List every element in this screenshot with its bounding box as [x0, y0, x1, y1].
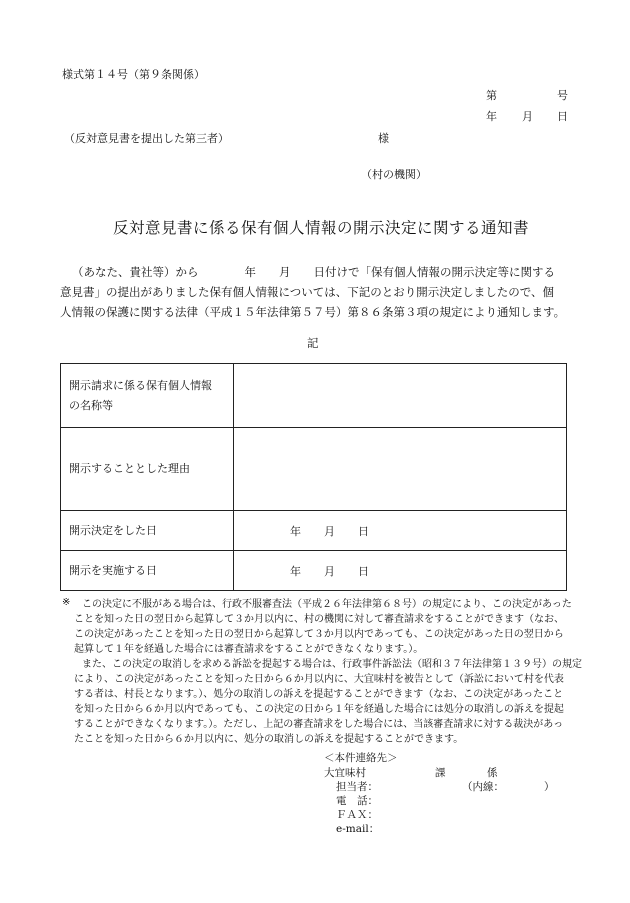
- contact-naisen: （内線：: [462, 781, 504, 793]
- date-year: 年: [290, 564, 301, 578]
- body-paragraph: [60, 262, 570, 322]
- addressee: （反対意見書を提出した第三者）: [64, 132, 229, 145]
- table-label-line: 開示決定をした日: [69, 523, 157, 537]
- disclosure-table: [60, 363, 567, 591]
- table-label: [61, 428, 234, 510]
- note-line: 起算して１年を経過した場合には審査請求をすることができなくなります。）。: [74, 644, 424, 655]
- contact-naisen-close: ）: [544, 781, 555, 793]
- table-value: [234, 364, 566, 427]
- table-label: [61, 364, 234, 427]
- table-label: [61, 551, 234, 590]
- table-row: [61, 427, 566, 510]
- note-line: また、この決定の取消しを求める訴訟を提起する場合は、行政事件訴訟法（昭和３７年法律第１３９号）の規定: [82, 659, 582, 670]
- table-row: [61, 364, 566, 427]
- table-label-line: の名称等: [69, 398, 113, 412]
- note-mark: ※: [62, 597, 71, 608]
- note-line: することができなくなります。）。ただし、上記の審査請求をした場合には、当該審査請求に対する裁決があっ: [74, 719, 564, 730]
- note-line: この決定に不服がある場合は、行政不服審査法（平成２６年法律第６８号）の規定により、この決定があった: [82, 599, 572, 610]
- note-line: たことを知った日から６か月以内に、処分の取消しの訴えを提起することができます。: [74, 734, 464, 745]
- contact-kakari: 係: [487, 767, 498, 779]
- note-line: により、この決定があったことを知った日から６か月以内に、大宜味村を被告として（訴訟において村を代表: [74, 674, 564, 685]
- addressee-sama: 様: [378, 132, 389, 145]
- doc-date-month: 月: [522, 110, 533, 123]
- table-label: [61, 511, 234, 550]
- date-month: 月: [324, 524, 335, 538]
- contact-tantousha: 担当者：: [336, 781, 378, 793]
- table-label-line: 開示請求に係る保有個人情報: [69, 378, 212, 392]
- table-label-line: 開示を実施する日: [69, 563, 157, 577]
- document-title: 反対意見書に係る保有個人情報の開示決定に関する通知書: [113, 219, 530, 237]
- contact-fax: ＦＡＸ：: [336, 809, 378, 821]
- date-month: 月: [324, 564, 335, 578]
- date-day: 日: [358, 524, 369, 538]
- doc-number-dai: 第: [486, 89, 497, 102]
- contact-village: 大宜味村: [324, 767, 366, 779]
- contact-ka: 課: [435, 767, 446, 779]
- table-value: [234, 551, 566, 590]
- table-value: [234, 511, 566, 550]
- date-year: 年: [290, 524, 301, 538]
- note-line: ことを知った日の翌日から起算して３か月以内に、村の機関に対して審査請求をすることができます（なお、: [74, 614, 564, 625]
- contact-email: e-mail：: [336, 823, 380, 835]
- ki-label: 記: [307, 336, 319, 350]
- note-block: [74, 597, 582, 747]
- note-line: する者は、村長となります。）、処分の取消しの訴えを提起することができます（なお、この決定があったこと: [74, 689, 564, 700]
- contact-phone: 電 話：: [336, 795, 378, 807]
- table-value: [234, 428, 566, 510]
- body-line: 意見書」の提出がありました保有個人情報については、下記のとおり開示決定しましたので、個: [60, 285, 555, 299]
- note-line: を知った日から６か月以内であっても、この決定の日から１年を経過した場合には処分の取消しの訴えを提起: [74, 704, 564, 715]
- issuer: （村の機関）: [361, 168, 427, 181]
- note-line: この決定があったことを知った日の翌日から起算して３か月以内であっても、この決定があった日の翌日から: [74, 629, 564, 640]
- body-line: 人情報の保護に関する法律（平成１５年法律第５７号）第８６条第３項の規定により通知します。: [60, 305, 566, 319]
- form-number: 様式第１４号（第９条関係）: [62, 68, 205, 81]
- table-row: [61, 510, 566, 550]
- doc-date-year: 年: [486, 110, 497, 123]
- doc-date-day: 日: [557, 110, 568, 123]
- date-day: 日: [358, 564, 369, 578]
- table-label-line: 開示することとした理由: [69, 462, 190, 475]
- body-line: （あなた、貴社等）から 年 月 日付けで「保有個人情報の開示決定等に関する: [72, 265, 555, 279]
- table-row: [61, 550, 566, 590]
- doc-number-go: 号: [557, 89, 568, 102]
- contact-heading: ＜本件連絡先＞: [324, 752, 398, 764]
